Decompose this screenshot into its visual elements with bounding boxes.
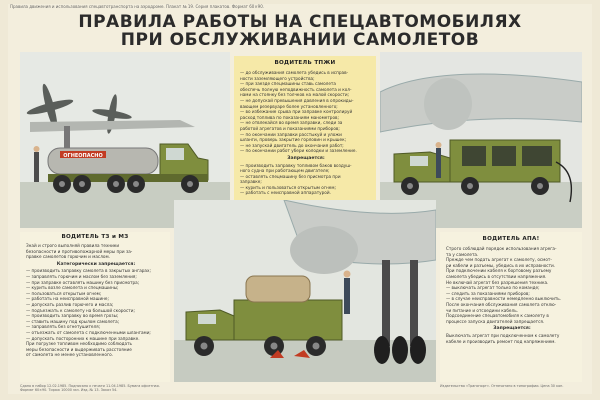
publication-note: Правила движения и использования спецавтотранспорта на аэродроме. Плакат № 19. Серия плакатов. Формат 60×90. [10,4,265,9]
section-apa-subheading: Запрещается: [493,326,531,332]
imprint-left: Сдано в набор 12.02.1985. Подписано к печати 11.04.1985. Бумага офсетная. Формат 60×90. Тираж 10000 экз. Изд. № 13. Заказ 54. [20,384,160,392]
poster-title-line2: ПРИ ОБСЛУЖИВАНИИ САМОЛЕТОВ [120,30,480,50]
section-tz-subheading: Категорически запрещается: [56,261,136,267]
section-tz-text: Знай и строго выполняй правила техники безопасности и противопожарной меры при за- правке самолетов горючим и маслом. Категорически запрещается: — производить заправку самолета в закрытых ангарах; — заправлять горючим и маслом без заземления; — при заправке оставлять машину без присмотра; — курить возле самолета и спецмашины; — пользоваться открытым огнем; — работать на неисправной машине; — допускать разлив горючего и масла; — подъезжать к самолету на большой скорости; — производить заправку во время грозы; — ставить машину под крылом самолета; — заправлять без огнетушителя; — отъезжать от самолета с подключенными шлангами; — допускать посторонних к машине при заправке. При погрузке топливом необходимо соблюдать меры безопасности и выдерживать расстояние от самолета не менее установленного. [26,243,166,358]
imprint-right: Издательство «Транспорт». Отпечатано в типографии. Цена 30 коп. [440,384,564,388]
poster [8,4,592,394]
section-apa-text: Строго соблюдай порядок использования агрега- та у самолета. Прежде чем подать агрегат к самолету, осмот- ри кабели и разъемы, убедись в их исправности. При подключении кабеля к бортовому разъему самолета убедись в отсутствии напряжения. Не включай агрегат без разрешения техника. — выключать агрегат только по команде; — следить за показаниями приборов; — в случае неисправности немедленно выключить. После окончания обслуживания самолета отклю- чи питание и отсоедини кабель. Подсоединение спецавтомобиля к самолету в процессе запуска двигателей запрещается. Запрещается: Выключать агрегат при подключенном к самолету кабеле и производить ремонт под напряжением. [446,246,578,344]
section-tpzh-heading: ВОДИТЕЛЬ ТПЖИ [274,60,336,66]
illustration-loading-truck [174,200,436,382]
section-tpzh-subheading: Запрещается: [287,155,325,161]
section-tpzh-text: — до обслуживания самолета убедись в исправ- ности заземляющего устройства; — при заезде спецмашины ставь самолета обеспечь полную неподвижность самолета и кол- нами на стоянку без толчков на малой скорости; — не допускай превышения давления в опрокиды- вающем резервуаре более установленного; — во избежание срыва при заправке контролируй расход топлива по показаниям манометров; — не отвлекайся во время заправки, следи за работой агрегатов и показаниями приборов; — по окончании заправки расстыкуй и уложи шланги, проверь закрытие горловин и крышек; — не запускай двигатель до окончания работ; — по окончании работ убери колодки и заземление. Запрещается: — производить заправку топливом баков воздуш- ного судна при работающем двигателе; — оставлять спецмашину без присмотра при заправке; — курить и пользоваться открытым огнем; — работать с неисправной аппаратурой. [240,70,372,196]
landing-gear-wheels [374,336,426,364]
tanker-warning-text: ОГНЕОПАСНО [63,153,103,159]
section-apa-panel [440,232,582,382]
section-tz-panel [20,232,170,382]
section-apa-heading: ВОДИТЕЛЬ АПА! [482,236,540,242]
section-tz-heading: ВОДИТЕЛЬ ТЗ и МЗ [61,234,129,240]
loading-truck-illustration [174,200,436,382]
poster-title-line1: ПРАВИЛА РАБОТЫ НА СПЕЦАВТОМОБИЛЯХ [78,12,522,32]
